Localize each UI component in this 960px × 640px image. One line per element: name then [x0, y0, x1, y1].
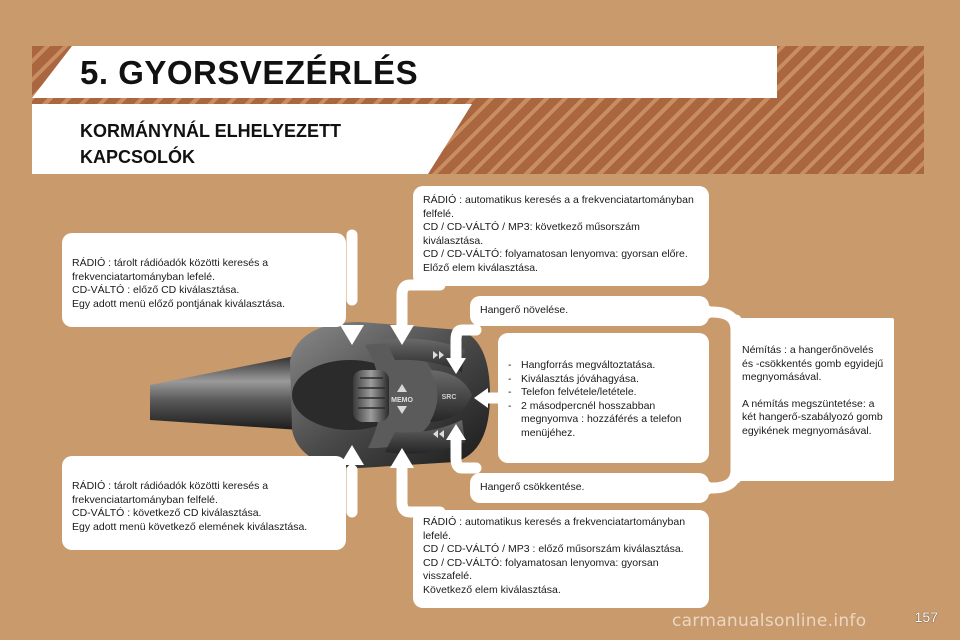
callout-text: CD-VÁLTÓ : előző CD kiválasztása.: [72, 284, 240, 297]
callout-src: [498, 333, 709, 463]
callout-text: CD / CD-VÁLTÓ / MP3 : előző műsorszám kiválasztása.: [423, 543, 684, 556]
callout-text: Némítás : a hangerőnövelés és -csökkentés gomb egyidejű megnyomásával.: [742, 344, 884, 384]
stalk-arm: [150, 355, 300, 430]
list-item: - Kiválasztás jóváhagyása.: [508, 373, 699, 387]
callout-text: RÁDIÓ : tárolt rádióadók közötti keresés a frekvenciatartományban lefelé.: [72, 257, 269, 283]
arrow-bottom-center: [402, 468, 440, 512]
callout-volume-up: [470, 296, 709, 326]
callout-text: RÁDIÓ : tárolt rádióadók közötti keresés a frekvenciatartományban felfelé.: [72, 480, 269, 506]
callout-text: RÁDIÓ : automatikus keresés a a frekvenciatartományban felfelé.: [423, 194, 694, 220]
page-number: 157: [914, 609, 938, 625]
src-list: [508, 359, 699, 441]
page-subtitle: KORMÁNYNÁL ELHELYEZETT KAPCSOLÓK: [80, 121, 342, 167]
watermark: carmanualsonline.info: [672, 611, 867, 631]
callout-text: Egy adott menü következő elemének kiválasztása.: [72, 520, 308, 533]
list-item: - 2 másodpercnél hosszabban megnyomva : hozzáférés a telefon menüjéhez.: [508, 400, 699, 441]
callout-mute: [732, 318, 894, 481]
callout-bottom-left: [62, 456, 346, 550]
callout-top-left: [62, 233, 346, 327]
callout-bottom-center: [413, 510, 709, 608]
list-item: - Hangforrás megváltoztatása.: [508, 359, 699, 373]
callout-top-center: [413, 186, 709, 286]
arrow-top-center: [402, 285, 440, 325]
list-item: - Telefon felvétele/letétele.: [508, 386, 699, 400]
callout-text: CD / CD-VÁLTÓ: folyamatosan lenyomva: gyorsan visszafelé.: [423, 556, 659, 583]
page-title: 5. GYORSVEZÉRLÉS: [80, 54, 419, 91]
callout-text: RÁDIÓ : automatikus keresés a frekvenciatartományban lefelé.: [423, 516, 686, 542]
callout-text: A némítás megszüntetése: a két hangerő-szabályozó gomb egyikének megnyomásával.: [742, 397, 883, 437]
callout-text: CD / CD-VÁLTÓ: folyamatosan lenyomva: gyorsan előre.: [423, 248, 688, 261]
callout-text: CD-VÁLTÓ : következő CD kiválasztása.: [72, 507, 262, 520]
src-label: SRC: [441, 394, 457, 401]
callout-text: CD / CD-VÁLTÓ / MP3: következő műsorszám kiválasztása.: [423, 221, 640, 247]
callout-text: Hangerő növelése.: [480, 304, 569, 316]
callout-text: Előző elem kiválasztása.: [423, 261, 538, 274]
callout-text: Egy adott menü előző pontjának kiválasztása.: [72, 297, 286, 310]
callout-text: Következő elem kiválasztása.: [423, 583, 561, 596]
memo-label: MEMO: [391, 397, 413, 404]
callout-text: Hangerő csökkentése.: [480, 481, 585, 493]
callout-volume-down: [470, 473, 709, 503]
